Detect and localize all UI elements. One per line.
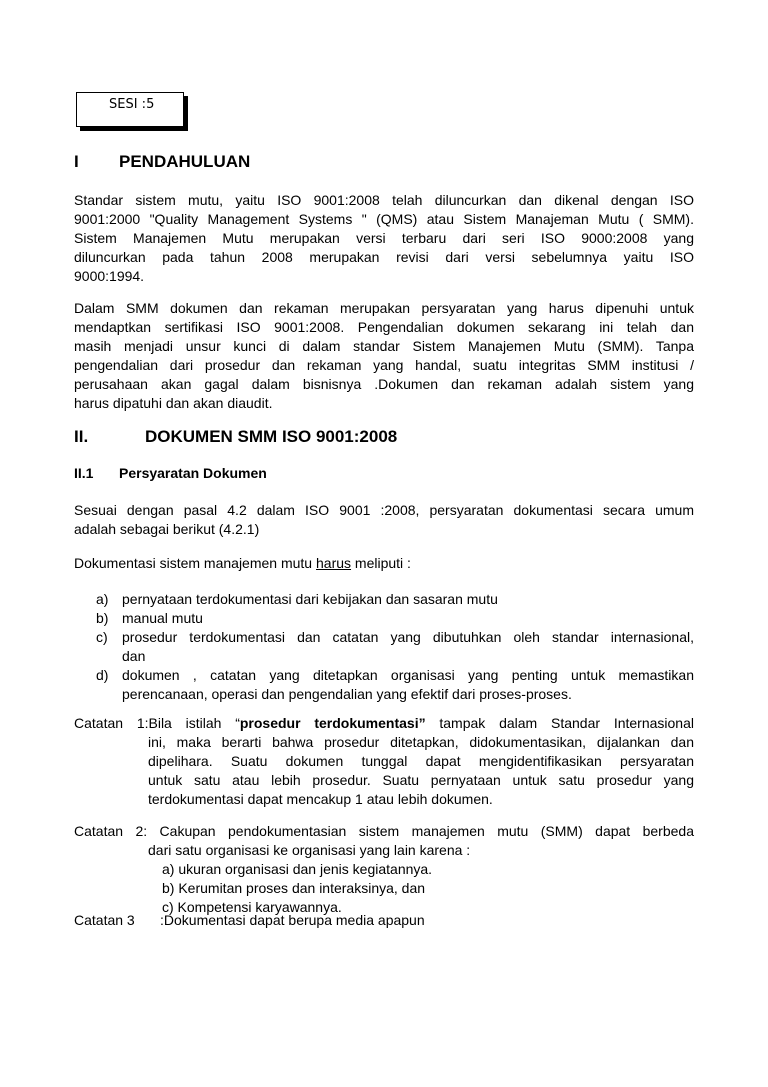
intro-paragraph-2: Dalam SMM dokumen dan rekaman merupakan persyaratan yang harus dipenuhi untuk mendaptkan sertifikasi ISO 9001:2008. Pengendalian dokumen sekarang ini telah dan masih menjadi unsur kunci di dalam standar Sistem Manajemen Mutu (SMM). Tanpa pengendalian dari prosedur dan rekaman yang handal, suatu integritas SMM institusi / perusahaan akan gagal dalam bisnisnya .Dokumen dan rekaman adalah sistem yang harus dipatuhi dan akan diaudit. — [74, 300, 694, 411]
subsection-heading — [74, 465, 267, 481]
section-1-heading — [74, 152, 250, 172]
list-item: c) prosedur terdokumentasi dan catatan yang dibutuhkan oleh standar internasional, dan — [96, 629, 694, 664]
section-1-title: PENDAHULUAN — [119, 152, 251, 171]
subsection-number: II.1 — [74, 465, 94, 481]
list-intro: Dokumentasi sistem manajemen mutu harus meliputi : — [74, 555, 411, 571]
section-2-heading — [74, 427, 397, 447]
note-3-text: :Dokumentasi dapat berupa media apapun — [160, 912, 425, 928]
session-label: SESI :5 — [109, 97, 155, 112]
intro-paragraph-1: Standar sistem mutu, yaitu ISO 9001:2008 telah diluncurkan dan dikenal dengan ISO 9001:2000 "Quality Management Systems " (QMS) atau Sistem Manajeman Mutu ( SMM). Sistem Manajemen Mutu merupakan versi terbaru dari seri ISO 9000:2008 yang diluncurkan pada tahun 2008 merupakan revisi dari versi sebelumnya yaitu ISO 9000:1994. — [74, 192, 694, 284]
note-1: Catatan 1:Bila istilah “prosedur terdokumentasi” tampak dalam Standar Internasional ini, maka berarti bahwa prosedur ditetapkan, didokumentasikan, dijalankan dan dipelihara. Suatu dokumen tunggal dapat mengidentifikasikan persyaratan untuk satu atau lebih prosedur. Suatu pernyataan untuk satu prosedur yang terdokumentasi dapat mencakup 1 atau lebih dokumen. — [74, 715, 694, 807]
emphasized-term: prosedur terdokumentasi” — [239, 715, 426, 731]
section-2-number: II. — [74, 427, 89, 446]
list-item: b) manual mutu — [96, 610, 203, 626]
section-1-number: I — [74, 152, 79, 171]
list-item: d) dokumen , catatan yang ditetapkan organisasi yang penting untuk memastikan perencanaan, operasi dan pengendalian yang efektif dari proses-proses. — [96, 667, 694, 702]
list-item: a) pernyataan terdokumentasi dari kebijakan dan sasaran mutu — [96, 591, 498, 607]
session-box — [76, 92, 184, 127]
section-2-title: DOKUMEN SMM ISO 9001:2008 — [145, 427, 398, 446]
note-2: Catatan 2: Cakupan pendokumentasian sistem manajemen mutu (SMM) dapat berbeda dari satu organisasi ke organisasi yang lain karena : a) ukuran organisasi dan jenis kegiatannya. b) Kerumitan proses dan interaksinya, dan c) Kompetensi karyawannya. — [74, 823, 694, 915]
underlined-word: harus — [316, 555, 352, 571]
requirements-paragraph: Sesuai dengan pasal 4.2 dalam ISO 9001 :2008, persyaratan dokumentasi secara umum adalah sebagai berikut (4.2.1) — [74, 502, 694, 537]
subsection-title: Persyaratan Dokumen — [119, 465, 267, 481]
note-3 — [74, 911, 425, 930]
note-3-label: Catatan 3 — [74, 912, 135, 928]
documentation-list — [96, 590, 694, 704]
